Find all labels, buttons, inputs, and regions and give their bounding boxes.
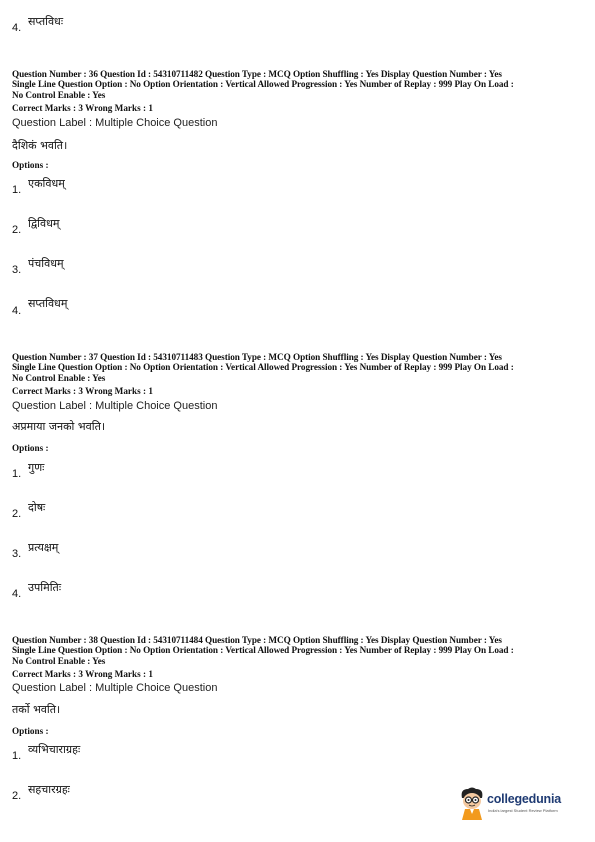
option-text: दोषः: [28, 501, 46, 514]
option-number: 4.: [12, 22, 22, 34]
option-number: 3.: [12, 264, 22, 276]
question-label: Question Label : Multiple Choice Question: [12, 117, 218, 129]
question-text: तर्को भवति।: [12, 703, 61, 716]
option-text: सहचारग्रहः: [28, 783, 70, 796]
logo-tagline: India's largest Student Review Platform: [488, 808, 558, 813]
option-number: 2.: [12, 790, 22, 802]
marks-line: Correct Marks : 3 Wrong Marks : 1: [12, 103, 153, 113]
option-item[interactable]: [0, 216, 300, 240]
option-number: 2.: [12, 508, 22, 520]
question-text: दैशिकं भवति।: [12, 139, 68, 152]
option-text: सप्तविधम्: [28, 297, 68, 310]
option-number: 4.: [12, 305, 22, 317]
option-number: 1.: [12, 750, 22, 762]
option-text: गुणः: [28, 461, 45, 474]
meta-line: No Control Enable : Yes: [12, 89, 106, 100]
marks-line: Correct Marks : 3 Wrong Marks : 1: [12, 669, 153, 679]
option-item[interactable]: [0, 176, 300, 200]
option-number: 3.: [12, 548, 22, 560]
option-text: पंचविधम्: [28, 257, 64, 270]
option-text: प्रत्यक्षम्: [28, 541, 59, 554]
collegedunia-logo: [458, 786, 578, 820]
option-item[interactable]: [0, 256, 300, 280]
option-item[interactable]: [0, 742, 300, 766]
option-number: 4.: [12, 588, 22, 600]
option-item[interactable]: [0, 500, 300, 524]
marks-line: Correct Marks : 3 Wrong Marks : 1: [12, 386, 153, 396]
option-text: द्विविधम्: [28, 217, 60, 230]
meta-line: Question Number : 38 Question Id : 54310711484 Question Type : MCQ Option Shuffling : Yes Display Question Number : Yes: [12, 635, 502, 645]
option-number: 2.: [12, 224, 22, 236]
option-item[interactable]: [0, 782, 300, 806]
question-label: Question Label : Multiple Choice Question: [12, 400, 218, 412]
option-item[interactable]: [0, 460, 300, 484]
option-item[interactable]: [0, 296, 300, 320]
option-text: उपमितिः: [28, 581, 62, 594]
meta-line: No Control Enable : Yes: [12, 655, 106, 666]
meta-line: Single Line Question Option : No Option Orientation : Vertical Allowed Progression : Yes Number of Replay : 999 Play On Load :: [12, 362, 514, 373]
option-text: सप्तविधः: [28, 15, 64, 28]
logo-wordmark: collegedunia: [487, 792, 562, 806]
option-item[interactable]: [0, 580, 300, 604]
meta-line: Single Line Question Option : No Option Orientation : Vertical Allowed Progression : Yes Number of Replay : 999 Play On Load :: [12, 645, 514, 656]
question-meta: [12, 352, 584, 383]
question-meta: [12, 69, 584, 100]
meta-line: Question Number : 37 Question Id : 54310711483 Question Type : MCQ Option Shuffling : Yes Display Question Number : Yes: [12, 352, 502, 362]
option-text: एकविधम्: [28, 177, 65, 190]
meta-line: No Control Enable : Yes: [12, 372, 106, 383]
question-meta: [12, 635, 584, 666]
question-text: अप्रमाया जनको भवति।: [12, 420, 106, 433]
meta-line: Single Line Question Option : No Option Orientation : Vertical Allowed Progression : Yes Number of Replay : 999 Play On Load :: [12, 79, 514, 90]
meta-line: Question Number : 36 Question Id : 54310711482 Question Type : MCQ Option Shuffling : Yes Display Question Number : Yes: [12, 69, 502, 79]
option-text: व्यभिचाराग्रहः: [28, 743, 81, 756]
options-label: Options :: [12, 160, 49, 170]
option-number: 1.: [12, 468, 22, 480]
question-label: Question Label : Multiple Choice Question: [12, 682, 218, 694]
mascot-icon: [458, 786, 486, 820]
options-label: Options :: [12, 443, 49, 453]
option-number: 1.: [12, 184, 22, 196]
options-label: Options :: [12, 726, 49, 736]
option-item[interactable]: [0, 540, 300, 564]
